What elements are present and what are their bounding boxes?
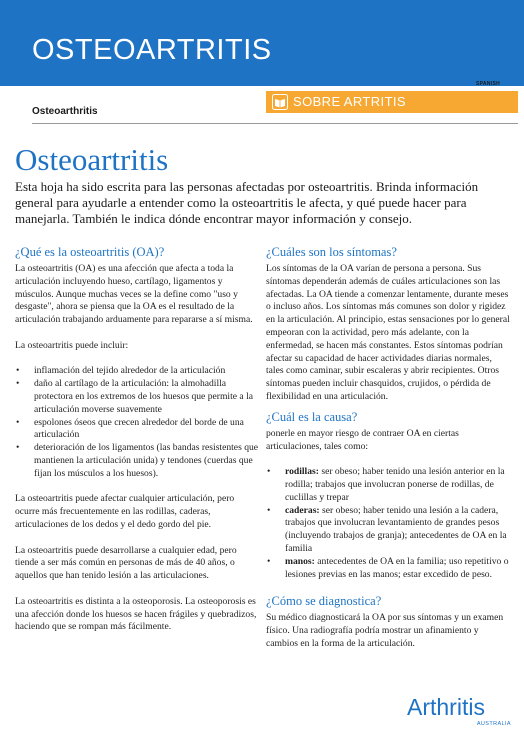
section-label-bar [266, 91, 518, 113]
page-title: Osteoartritis [15, 142, 169, 177]
list-item-text: antecedentes de OA en la familia; uso repetitivo o lesiones previas en las manos; estar excedido de peso. [285, 555, 509, 580]
paragraph: La osteoartritis puede incluir: [15, 339, 129, 351]
banner-title: OSTEOARTRITIS [32, 34, 272, 66]
section-heading-symptoms: ¿Cuáles son los síntomas? [266, 245, 397, 259]
header-divider [32, 123, 518, 124]
list-item: • daño al cartílago de la articulación: la almohadilla protectora en los extremos de los huesos que permite a la articulación moverse suavemente [15, 378, 260, 416]
section-heading-what-is-oa: ¿Qué es la osteoartritis (OA)? [15, 245, 165, 259]
list-item: • inflamación del tejido alrededor de la articulación [15, 365, 260, 378]
left-column [15, 245, 260, 647]
list-item-text: ser obeso; haber tenido una lesión a la cadera, trabajos que involucran levantamiento de grandes pesos (incluyendo trabajos de granja); antecedentes de OA en la familia [285, 504, 507, 554]
paragraph: ponerle en mayor riesgo de contraer OA en ciertas articulaciones, tales como: [266, 427, 459, 452]
list-item-term: manos: [285, 555, 315, 567]
right-column [266, 245, 511, 663]
list-item-term: caderas: [285, 504, 320, 516]
logo-wordmark: Arthritis [407, 694, 485, 720]
document-subject: Osteoarthritis [32, 106, 98, 117]
paragraph: Su médico diagnosticará la OA por sus síntomas y un examen físico. Una radiografía podría mostrar un afinamiento y cambios en la forma de la articulación. [266, 612, 504, 649]
list-item: • deterioración de los ligamentos (las bandas resistentes que mantienen la articulación unida) y tendones (cuerdas que fijan los músculos a los huesos). [15, 442, 260, 480]
paragraph: La osteoartritis (OA) es una afección que afecta a toda la articulación incluyendo hueso, cartílago, ligamentos y músculos. Aunque muchas veces se la define como "uso y desgaste", ahora se piensa que la OA es el resultado de la articulación trabajando arduamente para repararse a sí misma. [15, 263, 253, 326]
list-item [266, 466, 511, 504]
list-item [266, 556, 511, 582]
section-heading-diagnosis: ¿Cómo se diagnostica? [266, 594, 382, 609]
list-item: • espolones óseos que crecen alrededor del borde de una articulación [15, 417, 260, 443]
arthritis-australia-logo [407, 696, 513, 732]
paragraph: La osteoartritis es distinta a la osteoporosis. La osteoporosis es una afección donde los huesos se hacen frágiles y quebradizos, haciendo que se rompan más fácilmente. [15, 595, 257, 633]
causes-list [266, 466, 511, 581]
paragraph: La osteoartritis puede desarrollarse a cualquier edad, pero tiende a ser más común en personas de más de 40 años, o aquellos que han tenido lesión a las articulaciones. [15, 544, 237, 582]
paragraph: Los síntomas de la OA varían de persona a persona. Sus síntomas dependerán además de cuáles articulaciones son las afectadas. La OA tiende a comenzar lentamente, durante meses o incluso años. Los síntomas más comunes son dolor y rigidez en la articulación. Al principio, estas sensaciones por lo general empeoran con la actividad, pero más adelante, con la enfermedad, se hacen más constantes. Estos síntomas podrían afectar su capacidad de hacer actividades diarias normales, tales como caminar, subir escaleras y abrir recipientes. Otros síntomas pueden incluir chasquidos, crujidos, o pérdida de flexibilidad en una articulación. [266, 263, 510, 402]
paragraph: La osteoartritis puede afectar cualquier articulación, pero ocurre más frecuentemente en las rodillas, caderas, articulaciones de los dedos y el dedo gordo del pie. [15, 493, 235, 530]
list-item-term: rodillas: [285, 466, 319, 478]
list-item-text: ser obeso; haber tenido una lesión anterior en la rodilla; trabajos que involucran ponerse de rodillas, de cuclillas y trepar [285, 466, 505, 503]
logo-country: AUSTRALIA [476, 721, 511, 727]
oa-includes-list [15, 365, 260, 480]
language-label: SPANISH [476, 81, 500, 87]
list-item [266, 505, 511, 556]
section-heading-cause: ¿Cuál es la causa? [266, 409, 358, 424]
open-book-icon [272, 94, 288, 110]
section-label: SOBRE ARTRITIS [293, 94, 406, 109]
intro-paragraph: Esta hoja ha sido escrita para las personas afectadas por osteoartritis. Brinda información general para ayudarle a entender como la osteoartritis le afecta, y qué puede hacer para manejarla. También le indica dónde encontrar mayor información y consejo. [15, 179, 479, 226]
header-banner [0, 0, 524, 86]
